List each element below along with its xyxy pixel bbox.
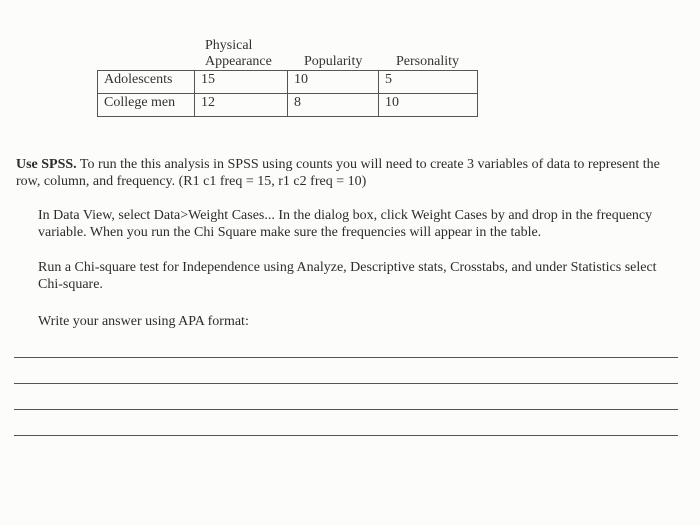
column-header-popularity: Popularity (304, 54, 363, 69)
table-cell: 15 (195, 71, 288, 94)
instruction-spss-lead: Use SPSS. (16, 157, 77, 172)
column-header-physical: Physical (205, 38, 253, 53)
instruction-apa-format: Write your answer using APA format: (38, 314, 249, 329)
table-cell: 5 (379, 71, 478, 94)
table-cell: 10 (379, 94, 478, 117)
column-header-appearance: Appearance (205, 54, 272, 69)
row-label: College men (98, 94, 195, 117)
row-label: Adolescents (98, 71, 195, 94)
answer-line[interactable] (14, 383, 678, 384)
table-row (98, 94, 478, 117)
table-cell: 12 (195, 94, 288, 117)
answer-line[interactable] (14, 409, 678, 410)
frequency-table (97, 70, 478, 117)
instruction-chi-square: Run a Chi-square test for Independence using Analyze, Descriptive stats, Crosstabs, and under Statistics select Chi-square. (38, 260, 657, 292)
answer-line[interactable] (14, 435, 678, 436)
table-cell: 8 (288, 94, 379, 117)
table-cell: 10 (288, 71, 379, 94)
instruction-weight-cases: In Data View, select Data>Weight Cases... In the dialog box, click Weight Cases by and drop in the frequency variable. When you run the Chi Square make sure the frequencies will appear in the table. (38, 208, 653, 240)
answer-line[interactable] (14, 357, 678, 358)
instruction-spss (16, 156, 686, 190)
table-row (98, 71, 478, 94)
column-header-personality: Personality (396, 54, 459, 69)
instruction-spss-text: To run the this analysis in SPSS using counts you will need to create 3 variables of data to represent the row, column, and frequency. (R1 c1 freq = 15, r1 c2 freq = 10) (16, 157, 660, 189)
